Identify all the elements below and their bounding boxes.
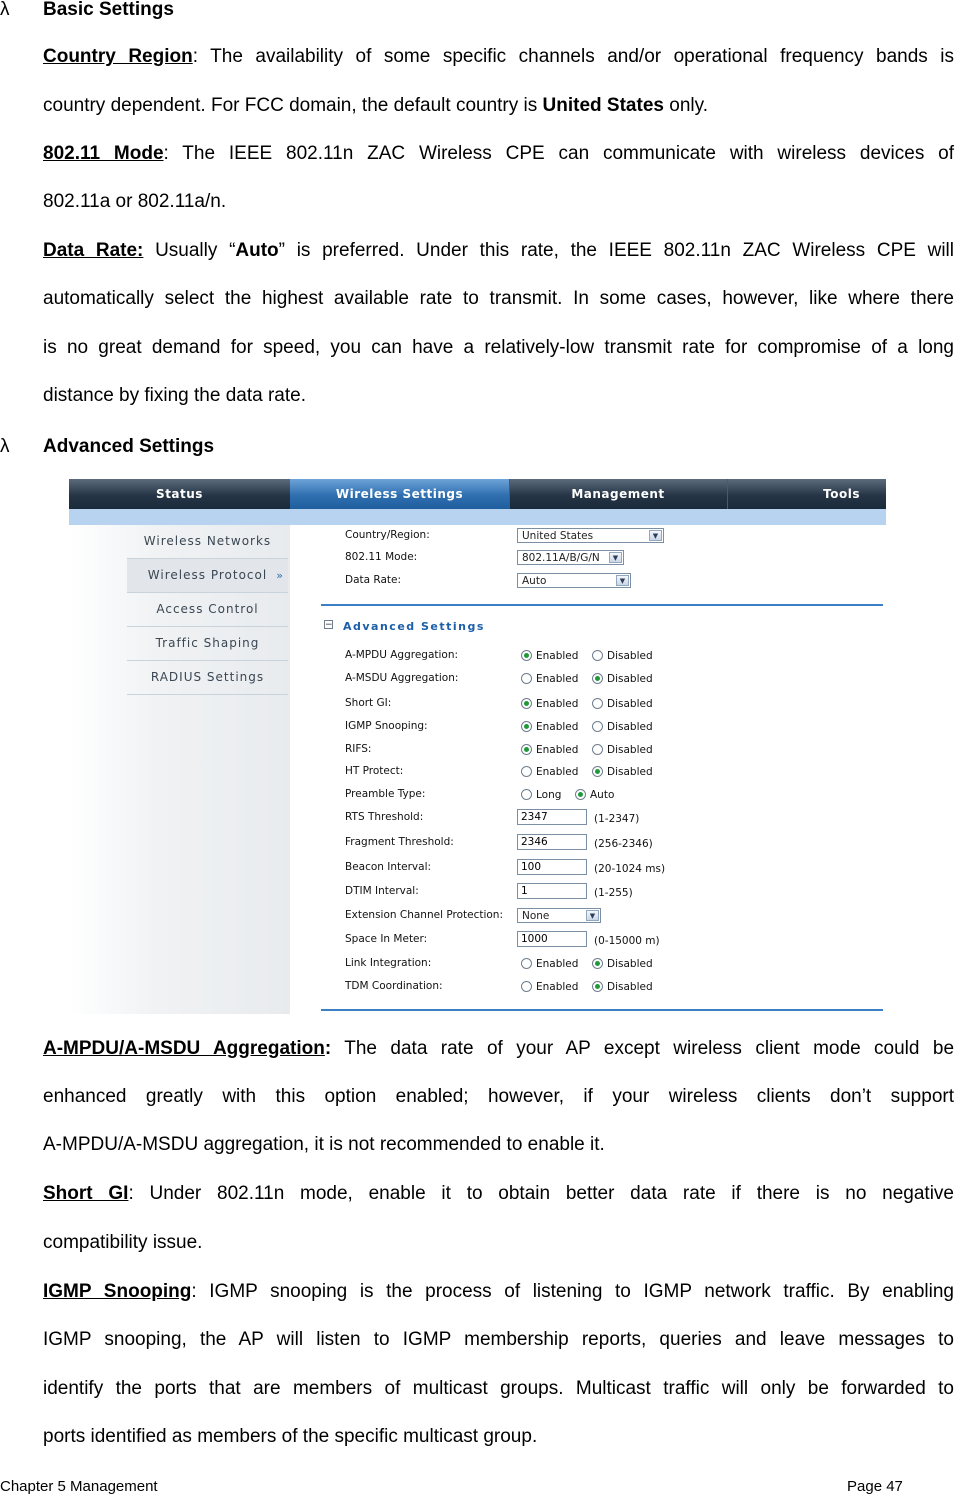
country-region-value: United States [522,530,594,542]
igmp-disabled-radio[interactable] [592,721,603,732]
beacon-label: Beacon Interval: [345,861,432,873]
chevron-down-icon: ▼ [649,530,662,541]
htprotect-label: HT Protect: [345,765,404,777]
sidebar-item-radius-settings[interactable] [127,661,288,695]
igmp-text-1: : IGMP snooping is the process of listening to IGMP network traffic. By enabling [191,1281,954,1302]
ext-label: Extension Channel Protection: [345,909,503,921]
rate-para-line3: is no great demand for speed, you can have a relatively-low transmit rate for compromise of a long [43,337,954,358]
link-enabled-radio[interactable] [521,958,532,969]
chevron-right-icon: » [276,569,284,582]
divider [321,1009,883,1011]
sidebar-item-traffic-shaping[interactable] [127,627,288,661]
dtim-input[interactable]: 1 [517,883,587,899]
htprotect-disabled-radio[interactable] [592,766,603,777]
igmp-para-line4: ports identified as members of the specific multicast group. [43,1426,538,1447]
dtim-hint: (1-255) [594,887,633,899]
rate-select[interactable] [517,573,631,588]
mode-text-1: : The IEEE 802.11n ZAC Wireless CPE can communicate with wireless devices of [163,143,955,164]
sidebar-item-access-control[interactable] [127,593,288,627]
ampdu-text-1: The data rate of your AP except wireless client mode could be [331,1038,955,1059]
advanced-settings-screenshot [69,479,886,1014]
mode-para-line1 [43,130,954,179]
beacon-hint: (20-1024 ms) [594,863,666,875]
frag-label: Fragment Threshold: [345,836,454,848]
mode-label: 802.11 Mode: [345,551,418,563]
sub-bar [69,509,886,525]
mode-select[interactable] [517,550,624,565]
igmp-term: IGMP Snooping [43,1281,192,1302]
chevron-down-icon: ▼ [616,575,629,586]
amsdu-disabled-label: Disabled [607,673,653,685]
country-text-2a: country dependent. For FCC domain, the default country is [43,95,543,116]
sidebar-item-label: Wireless Networks [143,534,272,548]
dtim-label: DTIM Interval: [345,885,419,897]
shortgi-enabled-label: Enabled [536,698,579,710]
tab-management[interactable]: Management [509,479,728,509]
country-text-2b: only. [663,95,708,116]
htprotect-enabled-label: Enabled [536,766,579,778]
country-bold: United States [542,95,664,116]
advanced-settings-header: Advanced Settings [343,620,485,633]
amsdu-enabled-label: Enabled [536,673,579,685]
rate-para-line1 [43,227,954,276]
chevron-down-icon: ▼ [586,910,599,921]
link-enabled-label: Enabled [536,958,579,970]
sidebar-item-label: RADIUS Settings [150,670,265,684]
rifs-label: RIFS: [345,743,372,755]
preamble-long-radio[interactable] [521,789,532,800]
collapse-icon[interactable]: − [325,620,333,630]
igmp-enabled-radio[interactable] [521,721,532,732]
amsdu-label: A-MSDU Aggregation: [345,672,459,684]
link-disabled-label: Disabled [607,958,653,970]
shortgi-disabled-radio[interactable] [592,698,603,709]
rts-label: RTS Threshold: [345,811,424,823]
ext-value: None [522,910,550,922]
rifs-disabled-label: Disabled [607,744,653,756]
ampdu-para-line3: A-MPDU/A-MSDU aggregation, it is not recommended to enable it. [43,1134,605,1155]
tdm-disabled-label: Disabled [607,981,653,993]
ampdu-para-line1 [43,1025,954,1074]
space-label: Space In Meter: [345,933,428,945]
rate-value: Auto [522,575,547,587]
rate-term: Data Rate: [43,240,144,261]
sidebar-item-label: Access Control [156,602,259,616]
rts-hint: (1-2347) [594,813,640,825]
ampdu-para-line2: enhanced greatly with this option enabled; however, if your wireless clients don’t support [43,1086,954,1107]
ampdu-enabled-label: Enabled [536,650,579,662]
country-text-1: : The availability of some specific channels and/or operational frequency bands is [192,46,954,67]
tab-status[interactable]: Status [69,479,291,509]
ext-select[interactable] [517,908,601,923]
mode-term: 802.11 Mode [43,143,164,164]
rifs-enabled-label: Enabled [536,744,579,756]
preamble-label: Preamble Type: [345,788,426,800]
country-region-label: Country/Region: [345,529,430,541]
amsdu-enabled-radio[interactable] [521,673,532,684]
ampdu-disabled-radio[interactable] [592,650,603,661]
preamble-auto-label: Auto [590,789,615,801]
bullet-icon: λ [0,0,10,20]
tdm-enabled-label: Enabled [536,981,579,993]
tab-wireless-settings[interactable]: Wireless Settings [290,479,510,509]
rate-para-line4: distance by fixing the data rate. [43,385,306,406]
mode-para-line2: 802.11a or 802.11a/n. [43,191,227,212]
rts-input[interactable]: 2347 [517,809,587,825]
tdm-label: TDM Coordination: [345,980,443,992]
ampdu-label: A-MPDU Aggregation: [345,649,459,661]
preamble-auto-radio[interactable] [575,789,586,800]
rate-bold: Auto [235,240,279,261]
frag-input[interactable]: 2346 [517,834,587,850]
country-region-term: Country Region [43,46,193,67]
ampdu-term: A-MPDU/A-MSDU Aggregation [43,1038,325,1059]
igmp-para-line2: IGMP snooping, the AP will listen to IGMP membership reports, queries and leave messages to [43,1329,954,1350]
sidebar-item-wireless-networks[interactable] [127,525,288,559]
rate-para-line2: automatically select the highest available rate to transmit. In some cases, however, like where there [43,288,954,309]
space-hint: (0-15000 m) [594,935,660,947]
shortgi-label: Short GI: [345,697,392,709]
rate-text-1a: Usually “ [143,240,236,261]
gi-para-line2: compatibility issue. [43,1232,203,1253]
amsdu-disabled-radio[interactable] [592,673,603,684]
ampdu-colon: : [324,1038,332,1059]
basic-settings-title: Basic Settings [43,0,174,20]
tdm-enabled-radio[interactable] [521,981,532,992]
htprotect-enabled-radio[interactable] [521,766,532,777]
link-label: Link Integration: [345,957,432,969]
ampdu-enabled-radio[interactable] [521,650,532,661]
footer-page: Page 47 [847,1478,903,1495]
mode-value: 802.11A/B/G/N [522,552,600,564]
igmp-label: IGMP Snooping: [345,720,428,732]
rate-text-1b: ” is preferred. Under this rate, the IEEE 802.11n ZAC Wireless CPE will [278,240,954,261]
igmp-disabled-label: Disabled [607,721,653,733]
rifs-enabled-radio[interactable] [521,744,532,755]
frag-hint: (256-2346) [594,838,653,850]
divider [321,604,883,606]
country-region-para-line2 [43,82,954,131]
country-region-para-line1 [43,33,954,82]
sidebar-item-wireless-protocol[interactable] [127,559,288,593]
ampdu-disabled-label: Disabled [607,650,653,662]
shortgi-disabled-label: Disabled [607,698,653,710]
shortgi-enabled-radio[interactable] [521,698,532,709]
top-nav [69,479,886,509]
htprotect-disabled-label: Disabled [607,766,653,778]
rate-label: Data Rate: [345,574,402,586]
bullet-icon: λ [0,436,10,457]
footer-chapter: Chapter 5 Management [0,1478,158,1495]
igmp-para-line3: identify the ports that are members of multicast groups. Multicast traffic will only be forwarded to [43,1378,954,1399]
tab-tools[interactable]: Tools [823,487,860,501]
sidebar-item-label: Wireless Protocol [147,568,268,582]
advanced-settings-title: Advanced Settings [43,436,215,457]
gi-para-line1 [43,1170,954,1219]
preamble-long-label: Long [536,789,562,801]
gi-text-1: : Under 802.11n mode, enable it to obtain better data rate if there is no negative [128,1183,954,1204]
space-input[interactable]: 1000 [517,931,587,947]
tdm-disabled-radio[interactable] [592,981,603,992]
gi-term: Short GI [43,1183,129,1204]
country-region-select[interactable] [517,528,664,543]
beacon-input[interactable]: 100 [517,859,587,875]
sidebar [69,525,290,1014]
sidebar-item-label: Traffic Shaping [155,636,260,650]
igmp-enabled-label: Enabled [536,721,579,733]
link-disabled-radio[interactable] [592,958,603,969]
rifs-disabled-radio[interactable] [592,744,603,755]
igmp-para-line1 [43,1268,954,1317]
chevron-down-icon: ▼ [609,552,622,563]
